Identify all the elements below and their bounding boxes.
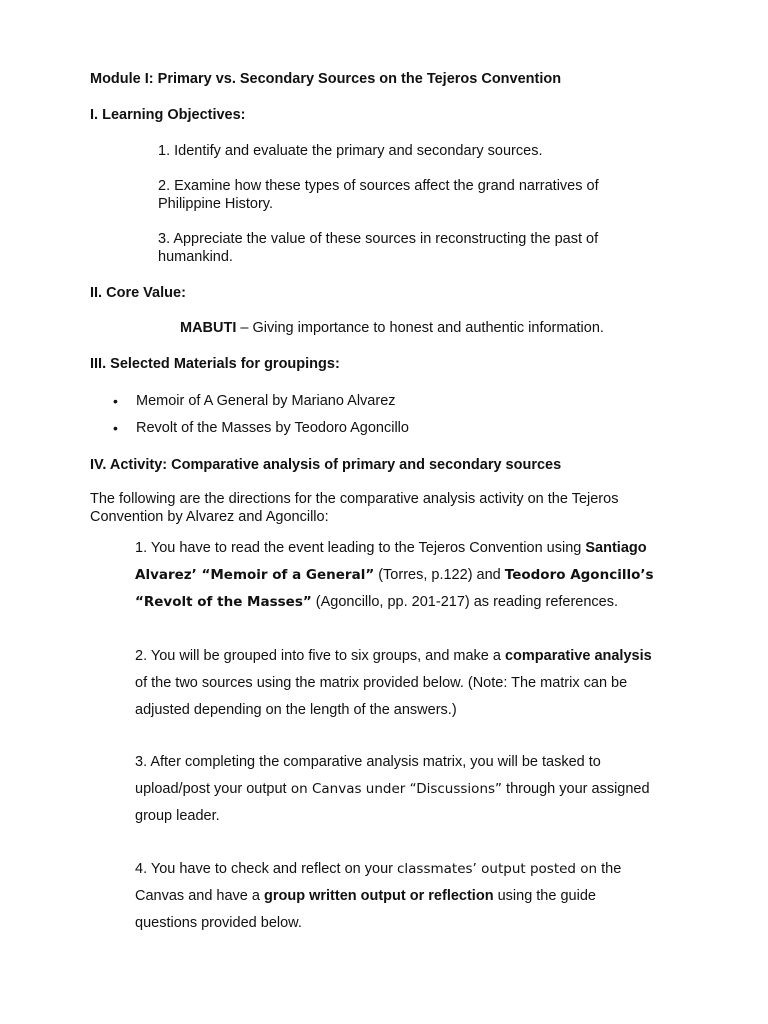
material-item-2: Revolt of the Masses by Teodoro Agoncillo xyxy=(136,420,409,436)
objective-2-line-2: Philippine History. xyxy=(158,196,273,212)
materials-heading: III. Selected Materials for groupings: xyxy=(90,356,340,372)
core-value-text: – Giving importance to honest and authentic information. xyxy=(236,320,604,336)
core-value-term: MABUTI xyxy=(180,320,237,336)
direction-3-line-1: 3. After completing the comparative analysis matrix, you will be tasked to xyxy=(135,754,601,770)
objective-3-line-2: humankind. xyxy=(158,249,233,265)
core-value-line xyxy=(180,319,604,337)
direction-3-line-2: upload/post your output on Canvas under “Discussions” through your assigned xyxy=(135,781,650,797)
objective-1: 1. Identify and evaluate the primary and secondary sources. xyxy=(158,143,543,159)
agoncillo-name: Teodoro Agoncillo’s xyxy=(504,567,654,583)
core-value-heading: II. Core Value: xyxy=(90,285,186,301)
bullet-icon: • xyxy=(113,420,118,436)
direction-3-line-3: group leader. xyxy=(135,808,220,824)
activity-intro-line-1: The following are the directions for the comparative analysis activity on the Tejeros xyxy=(90,491,619,507)
direction-1-line-2: Alvarez’ “Memoir of a General” (Torres, p.122) and Teodoro Agoncillo’s xyxy=(135,567,654,583)
comparative-analysis-term: comparative analysis xyxy=(504,648,652,664)
direction-4-line-1: 4. You have to check and reflect on your classmates’ output posted on the xyxy=(135,861,622,877)
module-title: Module I: Primary vs. Secondary Sources on the Tejeros Convention xyxy=(90,71,562,87)
activity-intro-line-2: Convention by Alvarez and Agoncillo: xyxy=(90,509,329,525)
material-item-1: Memoir of A General by Mariano Alvarez xyxy=(136,393,396,409)
direction-1-line-1: 1. You have to read the event leading to the Tejeros Convention using Santiago xyxy=(135,540,647,556)
memoir-title: Alvarez’ “Memoir of a General” xyxy=(135,567,375,583)
bullet-icon: • xyxy=(113,393,118,409)
objectives-heading: I. Learning Objectives: xyxy=(90,107,246,123)
direction-1-line-3: “Revolt of the Masses” (Agoncillo, pp. 201-217) as reading references. xyxy=(135,594,619,610)
direction-2-line-1: 2. You will be grouped into five to six groups, and make a comparative analysis xyxy=(135,648,652,664)
objective-3-line-1: 3. Appreciate the value of these sources in reconstructing the past of xyxy=(158,231,599,247)
santiago-name: Santiago xyxy=(585,540,647,556)
activity-heading: IV. Activity: Comparative analysis of primary and secondary sources xyxy=(90,457,562,473)
direction-2-line-2: of the two sources using the matrix provided below. (Note: The matrix can be xyxy=(135,675,628,691)
direction-4-line-2: Canvas and have a group written output or reflection using the guide xyxy=(135,888,596,904)
group-written-output-term: group written output or reflection xyxy=(263,888,494,904)
objective-2-line-1: 2. Examine how these types of sources affect the grand narratives of xyxy=(158,178,599,194)
direction-2-line-3: adjusted depending on the length of the answers.) xyxy=(135,702,457,718)
direction-4-line-3: questions provided below. xyxy=(135,915,302,931)
revolt-title: “Revolt of the Masses” xyxy=(135,594,312,610)
